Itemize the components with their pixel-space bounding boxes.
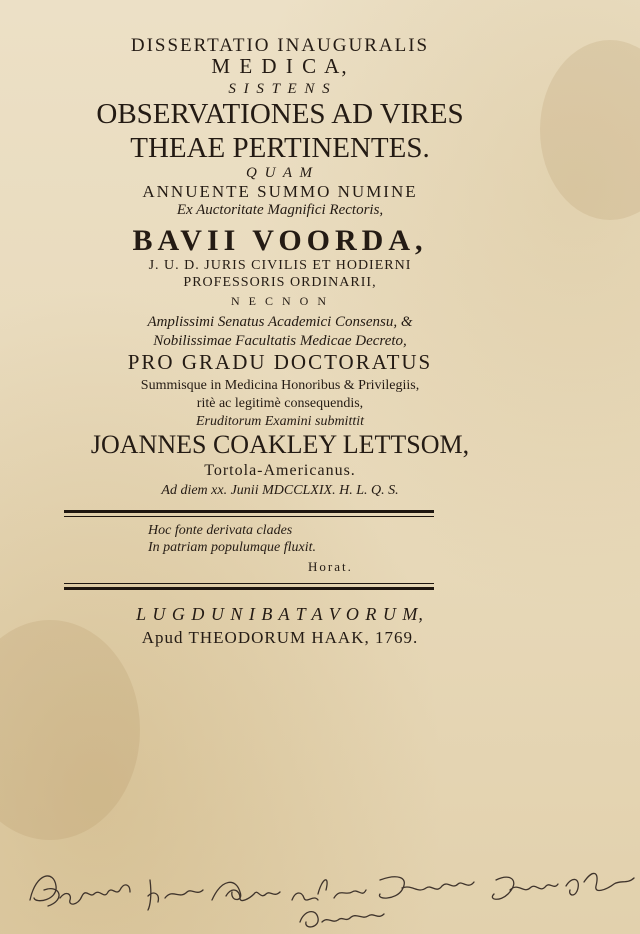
title-line-5: THEAE PERTINENTES. xyxy=(130,132,430,164)
motto-line-2: In patriam populumque fluxit. xyxy=(148,540,316,555)
title-line-11: PROFESSORIS ORDINARII, xyxy=(183,275,377,290)
title-line-15: PRO GRADU DOCTORATUS xyxy=(127,350,433,374)
title-line-20: Tortola-Americanus. xyxy=(204,462,356,479)
imprint-publisher: Apud THEODORUM HAAK, 1769. xyxy=(141,628,419,647)
title-line-13: Amplissimi Senatus Academici Consensu, & xyxy=(147,314,413,330)
title-line-17: ritè ac legitimè consequendis, xyxy=(196,396,364,411)
divider-rule-top xyxy=(64,510,434,513)
divider-rule-bottom-inner xyxy=(64,583,434,584)
title-line-12: N E C N O N xyxy=(231,294,329,308)
title-line-10: J. U. D. JURIS CIVILIS ET HODIERNI xyxy=(148,258,412,273)
handwritten-inscription xyxy=(0,860,640,934)
divider-rule-top-inner xyxy=(64,516,434,517)
paper-stain xyxy=(0,620,140,840)
title-line-9: BAVII VOORDA, xyxy=(132,224,428,257)
title-line-8: Ex Auctoritate Magnifici Rectoris, xyxy=(176,202,384,218)
title-line-19: JOANNES COAKLEY LETTSOM, xyxy=(90,430,470,459)
title-line-7: ANNUENTE SUMMO NUMINE xyxy=(142,182,418,201)
title-line-16: Summisque in Medicina Honoribus & Privilegiis, xyxy=(140,378,420,393)
title-line-4: OBSERVATIONES AD VIRES xyxy=(96,98,464,130)
divider-rule-bottom xyxy=(64,587,434,590)
motto-line-1: Hoc fonte derivata clades xyxy=(148,523,293,538)
title-line-18: Eruditorum Examini submittit xyxy=(196,414,364,429)
title-line-21: Ad diem xx. Junii MDCCLXIX. H. L. Q. S. xyxy=(161,483,399,498)
motto-author: Horat. xyxy=(308,559,353,574)
title-line-2: M E D I C A, xyxy=(211,54,349,78)
title-line-14: Nobilissimae Facultatis Medicae Decreto, xyxy=(153,333,407,349)
title-line-6: Q U A M xyxy=(245,165,315,181)
imprint-city: L U G D U N I B A T A V O R U M, xyxy=(136,604,424,624)
title-line-3: S I S T E N S xyxy=(228,81,332,97)
title-line-1: DISSERTATIO INAUGURALIS xyxy=(130,35,430,56)
